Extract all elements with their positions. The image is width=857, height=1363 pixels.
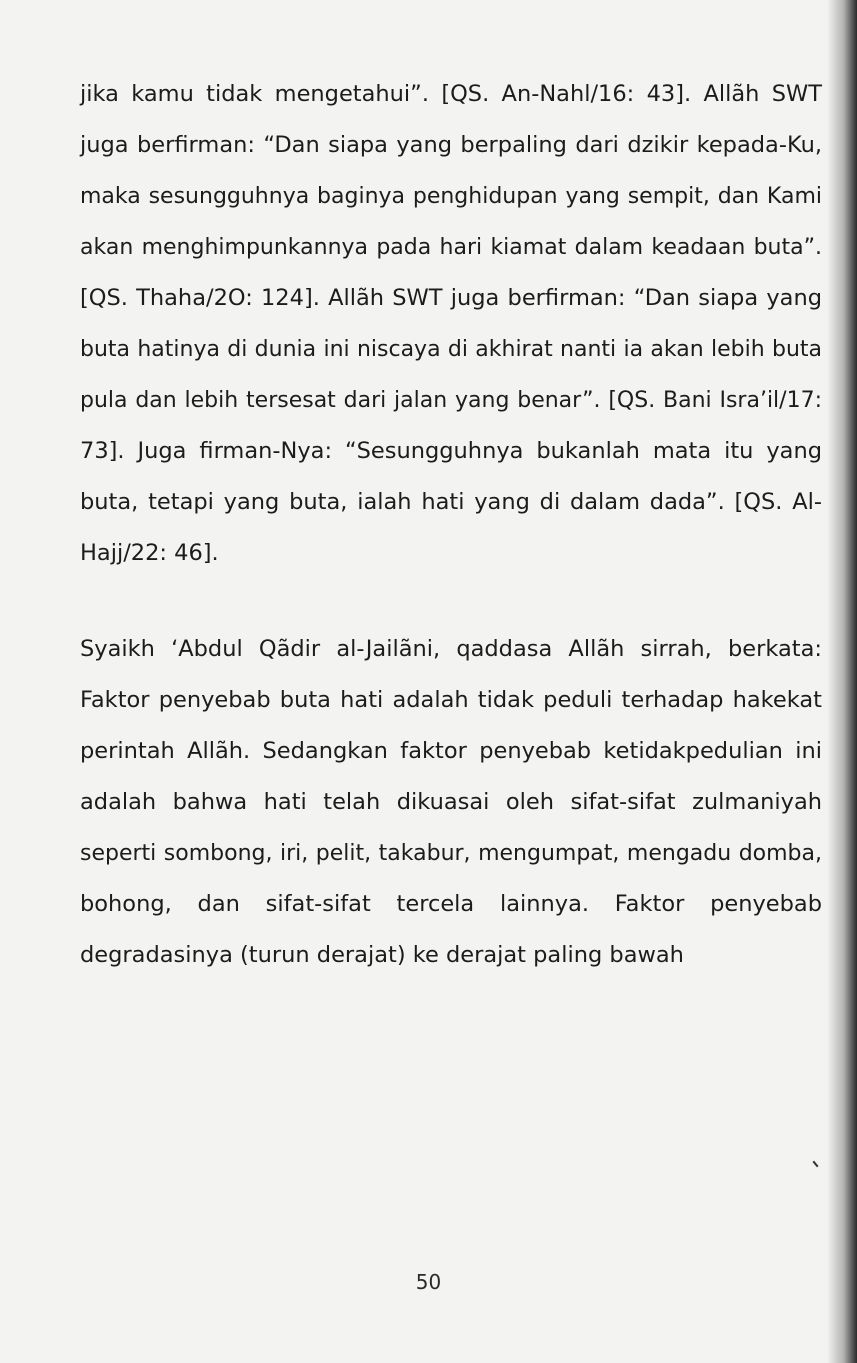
text-line: pula dan lebih tersesat dari jalan yang benar”. [QS. Bani Isra’il/17: xyxy=(80,388,822,413)
text-line: bohong, dan sifat-sifat tercela lainnya. Faktor penyebab xyxy=(80,891,822,917)
text-line: seperti sombong, iri, pelit, takabur, mengumpat, mengadu domba, xyxy=(80,841,822,866)
ink-speck xyxy=(812,1161,818,1168)
text-line: maka sesungguhnya baginya penghidupan yang sempit, dan Kami xyxy=(80,184,822,209)
text-line: juga berfirman: “Dan siapa yang berpaling dari dzikir kepada-Ku, xyxy=(80,132,822,158)
text-line: perintah Allãh. Sedangkan faktor penyebab ketidakpedulian ini xyxy=(80,738,822,764)
text-line: buta hatinya di dunia ini niscaya di akhirat nanti ia akan lebih buta xyxy=(80,337,822,362)
spine-shadow xyxy=(827,0,857,1363)
text-line: jika kamu tidak mengetahui”. [QS. An-Nahl/16: 43]. Allãh SWT xyxy=(80,81,822,107)
text-line: [QS. Thaha/2O: 124]. Allãh SWT juga berfirman: “Dan siapa yang xyxy=(80,285,822,311)
text-line: Syaikh ‘Abdul Qãdir al-Jailãni, qaddasa Allãh sirrah, berkata: xyxy=(80,636,822,662)
text-line: buta, tetapi yang buta, ialah hati yang di dalam dada”. [QS. Al- xyxy=(80,489,822,515)
text-line: Faktor penyebab buta hati adalah tidak peduli terhadap hakekat xyxy=(80,687,822,713)
paragraph-2 xyxy=(80,624,822,981)
text-line: adalah bahwa hati telah dikuasai oleh sifat-sifat zulmaniyah xyxy=(80,789,822,815)
text-line: Hajj/22: 46]. xyxy=(80,540,219,566)
text-line: akan menghimpunkannya pada hari kiamat dalam keadaan buta”. xyxy=(80,235,822,260)
page-number: 50 xyxy=(415,1270,442,1294)
paragraph-1 xyxy=(80,69,822,579)
text-line: degradasinya (turun derajat) ke derajat paling bawah xyxy=(80,942,684,968)
text-line: 73]. Juga firman-Nya: “Sesungguhnya bukanlah mata itu yang xyxy=(80,438,822,464)
